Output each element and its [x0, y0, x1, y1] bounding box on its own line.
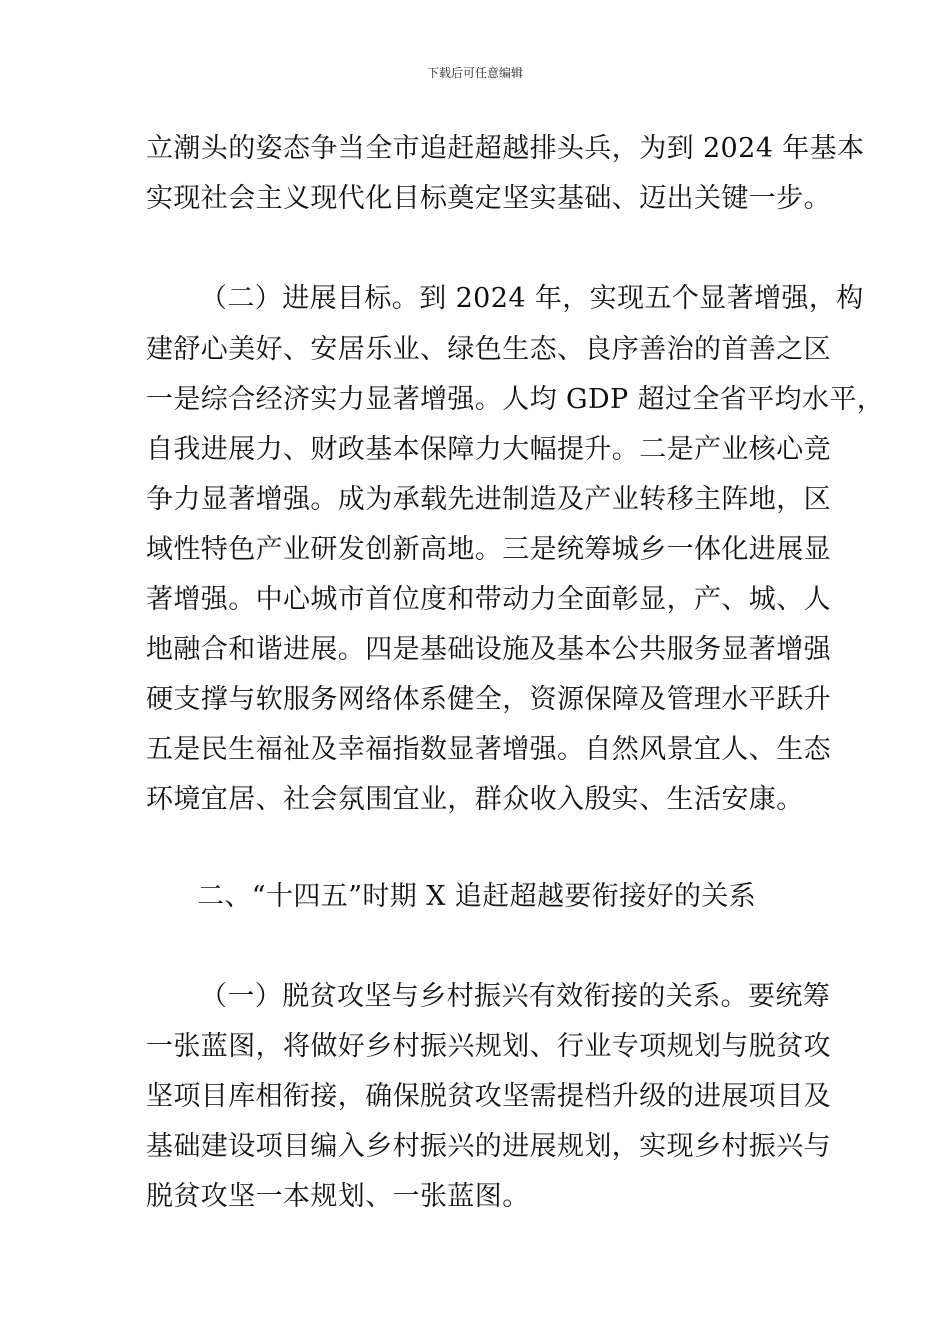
- text-line: 五是民生福祉及幸福指数显著增强。自然风景宜人、生态: [146, 734, 831, 765]
- text-line: 建舒心美好、安居乐业、绿色生态、良序善治的首善之区: [146, 334, 831, 365]
- text-line: 坚项目库相衔接，确保脱贫攻坚需提档升级的进展项目及: [146, 1081, 831, 1112]
- text-line: 域性特色产业研发创新高地。三是统筹城乡一体化进展显: [146, 534, 831, 565]
- text-line: 一是综合经济实力显著增强。人均 GDP 超过全省平均水平，: [146, 384, 885, 415]
- text-line: 地融合和谐进展。四是基础设施及基本公共服务显著增强: [146, 634, 831, 665]
- page-header-note: 下载后可任意编辑: [426, 66, 523, 80]
- text-line: 立潮头的姿态争当全市追赶超越排头兵，为到 2024 年基本: [146, 133, 865, 164]
- text-line: 硬支撑与软服务网络体系健全，资源保障及管理水平跃升: [146, 684, 831, 715]
- section-heading: 二、“十四五”时期 X 追赶超越要衔接好的关系: [197, 881, 757, 912]
- text-line: 争力显著增强。成为承载先进制造及产业转移主阵地，区: [146, 484, 831, 515]
- text-line: （二）进展目标。到 2024 年，实现五个显著增强，构: [200, 283, 864, 314]
- text-line: 著增强。中心城市首位度和带动力全面彰显，产、城、人: [146, 584, 831, 615]
- text-line: （一）脱贫攻坚与乡村振兴有效衔接的关系。要统筹: [200, 981, 831, 1012]
- text-line: 脱贫攻坚一本规划、一张蓝图。: [146, 1181, 530, 1212]
- text-line: 实现社会主义现代化目标奠定坚实基础、迈出关键一步。: [146, 183, 831, 214]
- text-line: 基础建设项目编入乡村振兴的进展规划，实现乡村振兴与: [146, 1131, 831, 1162]
- text-line: 自我进展力、财政基本保障力大幅提升。二是产业核心竞: [146, 434, 831, 465]
- text-line: 环境宜居、社会氛围宜业，群众收入殷实、生活安康。: [146, 784, 804, 815]
- text-line: 一张蓝图，将做好乡村振兴规划、行业专项规划与脱贫攻: [146, 1031, 831, 1062]
